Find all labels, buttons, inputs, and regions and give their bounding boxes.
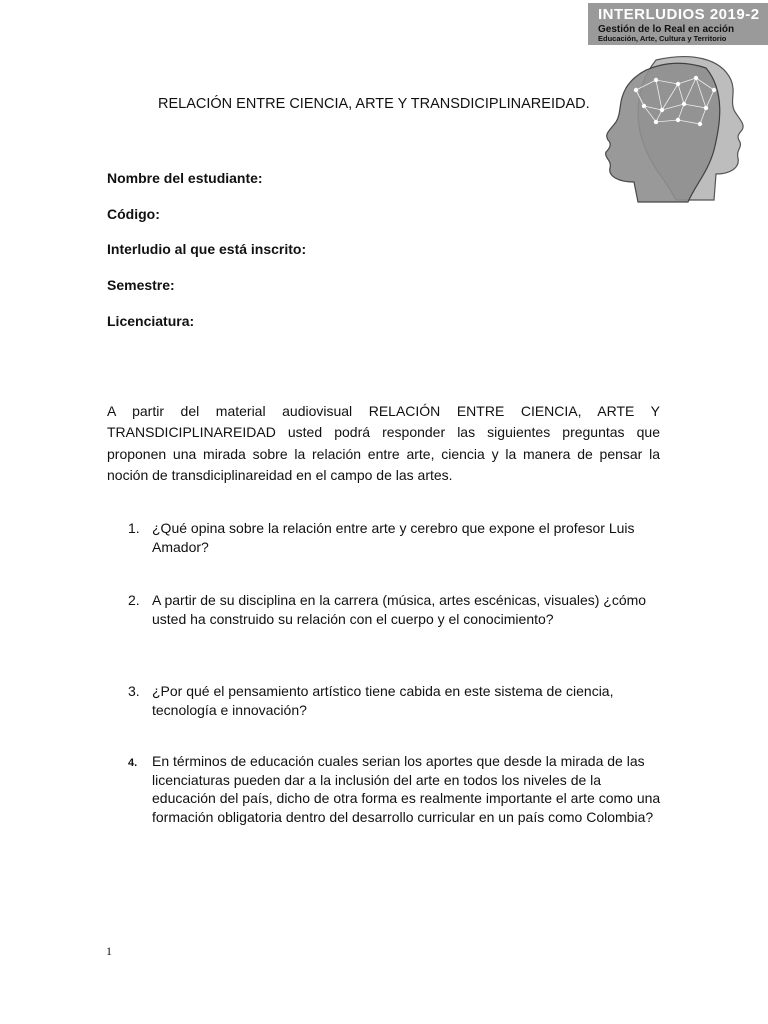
question-number: 1. [128, 520, 140, 536]
question-1 [128, 519, 668, 556]
field-interlude: Interludio al que está inscrito: [107, 241, 307, 257]
field-code: Código: [107, 206, 160, 222]
question-3 [128, 682, 668, 719]
field-student-name: Nombre del estudiante: [107, 170, 263, 186]
question-text: A partir de su disciplina en la carrera (música, artes escénicas, visuales) ¿cómo usted ha construido su relación con el cuerpo y el conocimiento? [152, 592, 647, 627]
heads-brain-illustration [596, 50, 768, 210]
question-number: 4. [128, 757, 138, 769]
document-title: RELACIÓN ENTRE CIENCIA, ARTE Y TRANSDICIPLINAREIDAD. [158, 96, 590, 112]
page-number: 1 [106, 944, 112, 958]
question-text: ¿Por qué el pensamiento artístico tiene cabida en este sistema de ciencia, tecnología e innovación? [152, 683, 614, 718]
logo-subtitle: Gestión de lo Real en acción [598, 24, 735, 35]
logo-title: INTERLUDIOS 2019-2 [598, 6, 760, 23]
question-4 [128, 752, 668, 826]
field-semester: Semestre: [107, 277, 175, 293]
question-number: 2. [128, 592, 140, 608]
question-text: ¿Qué opina sobre la relación entre arte y cerebro que expone el profesor Luis Amador? [152, 520, 635, 555]
question-text: En términos de educación cuales serian los aportes que desde la mirada de las licenciaturas pueden dar a la inclusión del arte en todos los niveles de la educación del país, dicho de otra forma es realmente importante el arte como una formación obligatoria dentro del desarrollo curricular en un país como Colombia? [152, 753, 661, 825]
logo-tagline: Educación, Arte, Cultura y Territorio [598, 34, 727, 43]
interludios-logo-banner [588, 3, 768, 45]
field-degree: Licenciatura: [107, 313, 195, 329]
question-number: 3. [128, 683, 140, 699]
question-2 [128, 591, 668, 628]
intro-paragraph: A partir del material audiovisual RELACIÓN ENTRE CIENCIA, ARTE Y TRANSDICIPLINAREIDAD usted podrá responder las siguientes preguntas que proponen una mirada sobre la relación entre arte, ciencia y la manera de pensar la noción de transdiciplinareidad en el campo de las artes. [107, 403, 660, 483]
